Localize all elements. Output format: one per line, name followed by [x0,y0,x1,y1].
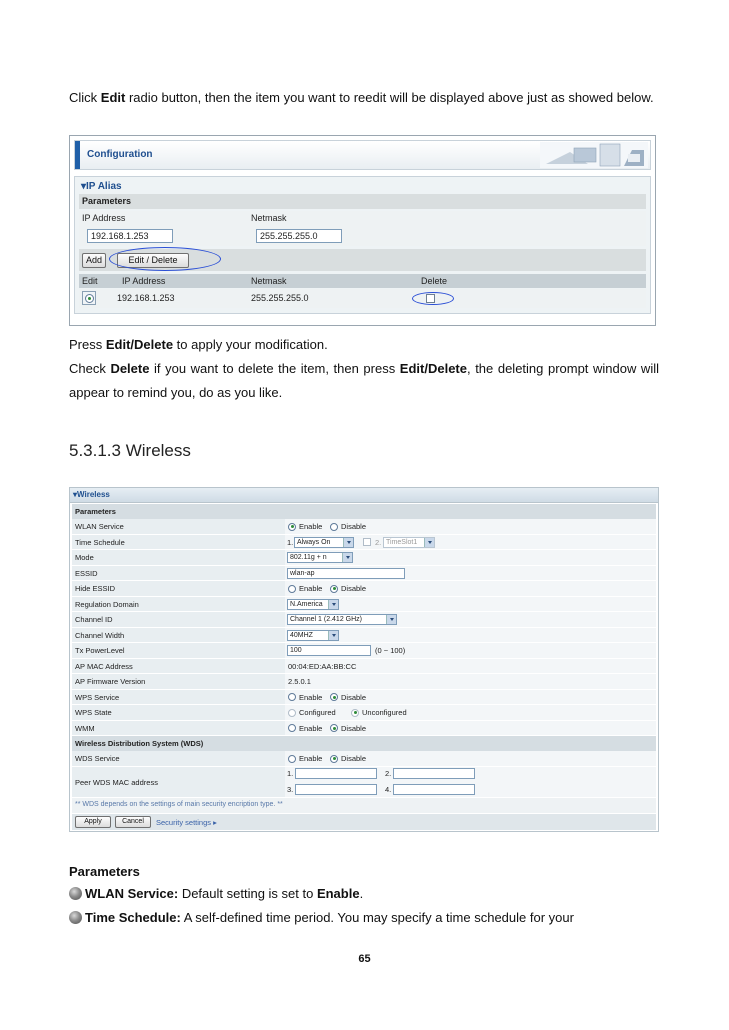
office-illustration-icon [540,142,648,168]
parameters-label: Parameters [75,507,116,516]
col-ip-address: IP Address [122,276,166,286]
header-accent-bar [75,141,80,169]
wps-service-value [285,690,656,705]
ap-firmware-label: AP Firmware Version [75,677,146,686]
bold-delete: Delete [134,337,174,352]
wlan-service-row [72,519,656,535]
channel-id-value [285,612,656,627]
intro-bold-edit: Edit [100,90,126,105]
wds-disable-radio[interactable] [330,755,338,763]
slot-2-checkbox[interactable] [363,538,371,546]
intro-text: Click [69,90,101,105]
wds-note: ** WDS depends on the settings of main security encription type. ** [75,801,283,808]
channel-width-select[interactable] [287,630,339,641]
peer-3-label: 3. [287,784,294,794]
peer-2-label: 2. [385,768,392,778]
wps-service-label: WPS Service [75,692,120,702]
text: if you want to delete the item, then press [149,361,400,376]
apply-button[interactable]: Apply [75,816,111,828]
bold-delete: Delete [427,361,467,376]
parameters-heading: Parameters [69,864,140,879]
parameters-section [72,504,656,519]
hide-essid-disable-radio[interactable] [330,585,338,593]
configuration-title: Configuration [87,149,153,160]
channel-width-label: Channel Width [75,630,125,640]
wps-enable-radio[interactable] [288,693,296,701]
channel-selected: Channel 1 (2.412 GHz) [290,616,362,623]
wmm-label: WMM [75,723,95,733]
time-schedule-select[interactable] [294,537,354,548]
row-ip-address: 192.168.1.253 [117,293,175,303]
channel-width-value [285,628,656,643]
wlan-service-label: WLAN Service [75,522,124,531]
peer-1-label: 1. [287,768,294,778]
wlan-disable-radio[interactable] [330,523,338,531]
security-settings-link[interactable]: Security settings ▸ [156,817,217,827]
bold-slash: / [424,361,428,376]
peer-3-input[interactable] [295,784,377,795]
bold-delete: Delete [110,361,150,376]
peer-4-label: 4. [385,784,392,794]
text: to apply your modification. [173,337,328,352]
table-row [79,289,646,308]
wmm-disable-radio[interactable] [330,724,338,732]
bold-edit: Edit [399,361,425,376]
bullet-bold: Enable [316,886,360,901]
ap-mac-row [72,659,656,675]
ip-alias-screenshot [69,135,656,326]
enable-label: Enable [299,584,323,593]
bullet-icon [69,911,82,924]
bullet-label: Time Schedule: [85,910,181,925]
bullet-label: WLAN Service: [85,886,179,901]
middle-paragraph [69,333,659,405]
text: Press [69,337,106,352]
time-schedule-label: Time Schedule [75,537,125,547]
section-heading: 5.3.1.3 Wireless [69,441,191,460]
wds-note-row [72,798,656,814]
essid-row [72,566,656,582]
highlight-ellipse-delete [412,292,454,305]
chevron-down-icon [390,618,394,621]
ap-mac-value [285,659,656,674]
text: , the deleting prompt window will appear to remind you, do as you like. [69,361,659,400]
col-netmask: Netmask [251,276,287,286]
mode-value [285,550,656,565]
wlan-enable-radio[interactable] [288,523,296,531]
chevron-down-icon [332,634,336,637]
regulation-domain-row [72,597,656,613]
wps-unconfigured-radio[interactable] [351,709,359,717]
hide-essid-label: Hide ESSID [75,584,116,593]
configuration-header [74,140,651,170]
add-button[interactable]: Add [82,253,106,268]
peer-2-input[interactable] [393,768,475,779]
tx-power-value [285,643,656,658]
timeslot-select[interactable] [383,537,435,548]
enable-label: Enable [299,522,323,531]
highlight-ellipse-edit-delete [109,247,221,271]
field-inputs-row [79,226,646,246]
chevron-down-icon [347,541,351,544]
parameters-row [79,194,646,209]
bullet-icon [69,887,82,900]
peer-wds-label: Peer WDS MAC address [75,777,158,787]
ip-address-input[interactable]: 192.168.1.253 [87,229,173,243]
bullet-text: Default setting is set to [178,886,317,901]
mode-selected: 802.11g + n [290,554,327,561]
field-labels-row [79,211,646,226]
peer-wds-value [285,767,656,797]
wps-service-row [72,690,656,706]
channel-id-label: Channel ID [75,615,113,624]
text: Check [69,361,111,376]
wds-service-label: WDS Service [75,754,120,763]
mode-select[interactable] [287,552,353,563]
chevron-down-icon [346,556,350,559]
chevron-down-icon [428,541,432,544]
wlan-service-bullet [69,882,659,906]
wds-section-title: Wireless Distribution System (WDS) [75,739,204,748]
cancel-button[interactable]: Cancel [115,816,151,828]
edit-delete-button[interactable]: Edit / Delete [117,253,189,268]
wmm-row [72,721,656,737]
essid-value [285,566,656,581]
action-buttons-row [79,249,646,271]
always-on-value: Always On [297,538,331,546]
configured-label: Configured [299,708,336,717]
enable-label: Enable [299,723,323,733]
tx-power-range: (0 ~ 100) [375,646,406,655]
wds-service-value [285,751,656,766]
width-selected: 40MHZ [290,631,313,639]
ap-mac-label: AP MAC Address [75,661,133,671]
chevron-down-icon [332,603,336,606]
disable-label: Disable [341,723,367,733]
regulation-domain-value [285,597,656,612]
bullet-text-end: . [359,886,364,901]
press-edit-line [69,333,659,357]
hide-essid-enable-radio[interactable] [288,585,296,593]
bold-edit: Edit [105,337,131,352]
enable-label: Enable [299,754,323,763]
hide-essid-value [285,581,656,596]
essid-input[interactable]: wlan-ap [287,568,405,579]
time-schedule-row [72,535,656,551]
enable-label: Enable [299,692,323,702]
ap-firmware-row [72,674,656,690]
slot-2-label: 2. [375,537,382,547]
time-schedule-value [285,535,656,550]
wps-configured-radio[interactable] [288,709,296,717]
wireless-title: ▾Wireless [73,490,110,499]
peer-1-input[interactable] [295,768,377,779]
wds-enable-radio[interactable] [288,755,296,763]
netmask-label: Netmask [251,213,287,223]
wireless-header [70,488,658,503]
disable-label: Disable [341,584,367,593]
netmask-input[interactable]: 255.255.255.0 [256,229,342,243]
form-actions-row [72,814,656,831]
mode-row [72,550,656,566]
ip-address-label: IP Address [82,213,126,223]
wps-state-row [72,705,656,721]
bullet-text: A self-defined time period. You may specify a time schedule for your [180,910,574,925]
col-delete: Delete [421,276,448,286]
bold-slash: / [130,337,135,352]
mode-label: Mode [75,553,94,562]
tx-power-row [72,643,656,659]
ap-firmware-text: 2.5.0.1 [288,677,311,686]
page-number: 65 [358,953,371,965]
hide-essid-row [72,581,656,597]
regulation-selected: N.America [290,600,323,608]
ap-mac-text: 00:04:ED:AA:BB:CC [288,661,357,671]
wds-service-row [72,751,656,767]
check-delete-line [69,357,659,405]
ip-alias-panel [74,176,651,314]
peer-wds-row [72,767,656,798]
wps-state-value [285,705,656,720]
wlan-service-value [285,519,656,534]
wds-section [72,736,656,751]
intro-paragraph [69,86,659,110]
edit-radio[interactable] [85,294,94,303]
channel-id-select[interactable] [287,614,397,625]
channel-id-row [72,612,656,628]
table-header-row [79,274,646,288]
parameters-label: Parameters [82,196,132,206]
intro-text-rest: radio button, then the item you want to reedit will be displayed above just as showed below. [125,90,654,105]
disable-label: Disable [341,692,367,702]
wps-disable-radio[interactable] [330,693,338,701]
row-netmask: 255.255.255.0 [251,293,309,303]
regulation-domain-select[interactable] [287,599,339,610]
ip-alias-title: ▾IP Alias [81,181,122,192]
wmm-value [285,721,656,736]
ap-firmware-value [285,674,656,689]
unconfigured-label: Unconfigured [362,708,407,717]
peer-4-input[interactable] [393,784,475,795]
regulation-domain-label: Regulation Domain [75,599,139,609]
disable-label: Disable [341,754,367,763]
timeslot-value: TimeSlot1 [386,538,418,546]
disable-label: Disable [341,522,367,531]
time-schedule-bullet [69,906,659,930]
edit-radio-frame[interactable] [82,291,96,305]
essid-label: ESSID [75,568,98,578]
wps-state-label: WPS State [75,708,112,717]
channel-width-row [72,628,656,644]
slot-1-label: 1. [287,537,294,547]
tx-power-input[interactable]: 100 [287,645,371,656]
wmm-enable-radio[interactable] [288,724,296,732]
tx-power-label: Tx PowerLevel [75,646,125,655]
wireless-screenshot [69,487,659,832]
col-edit: Edit [82,276,98,286]
